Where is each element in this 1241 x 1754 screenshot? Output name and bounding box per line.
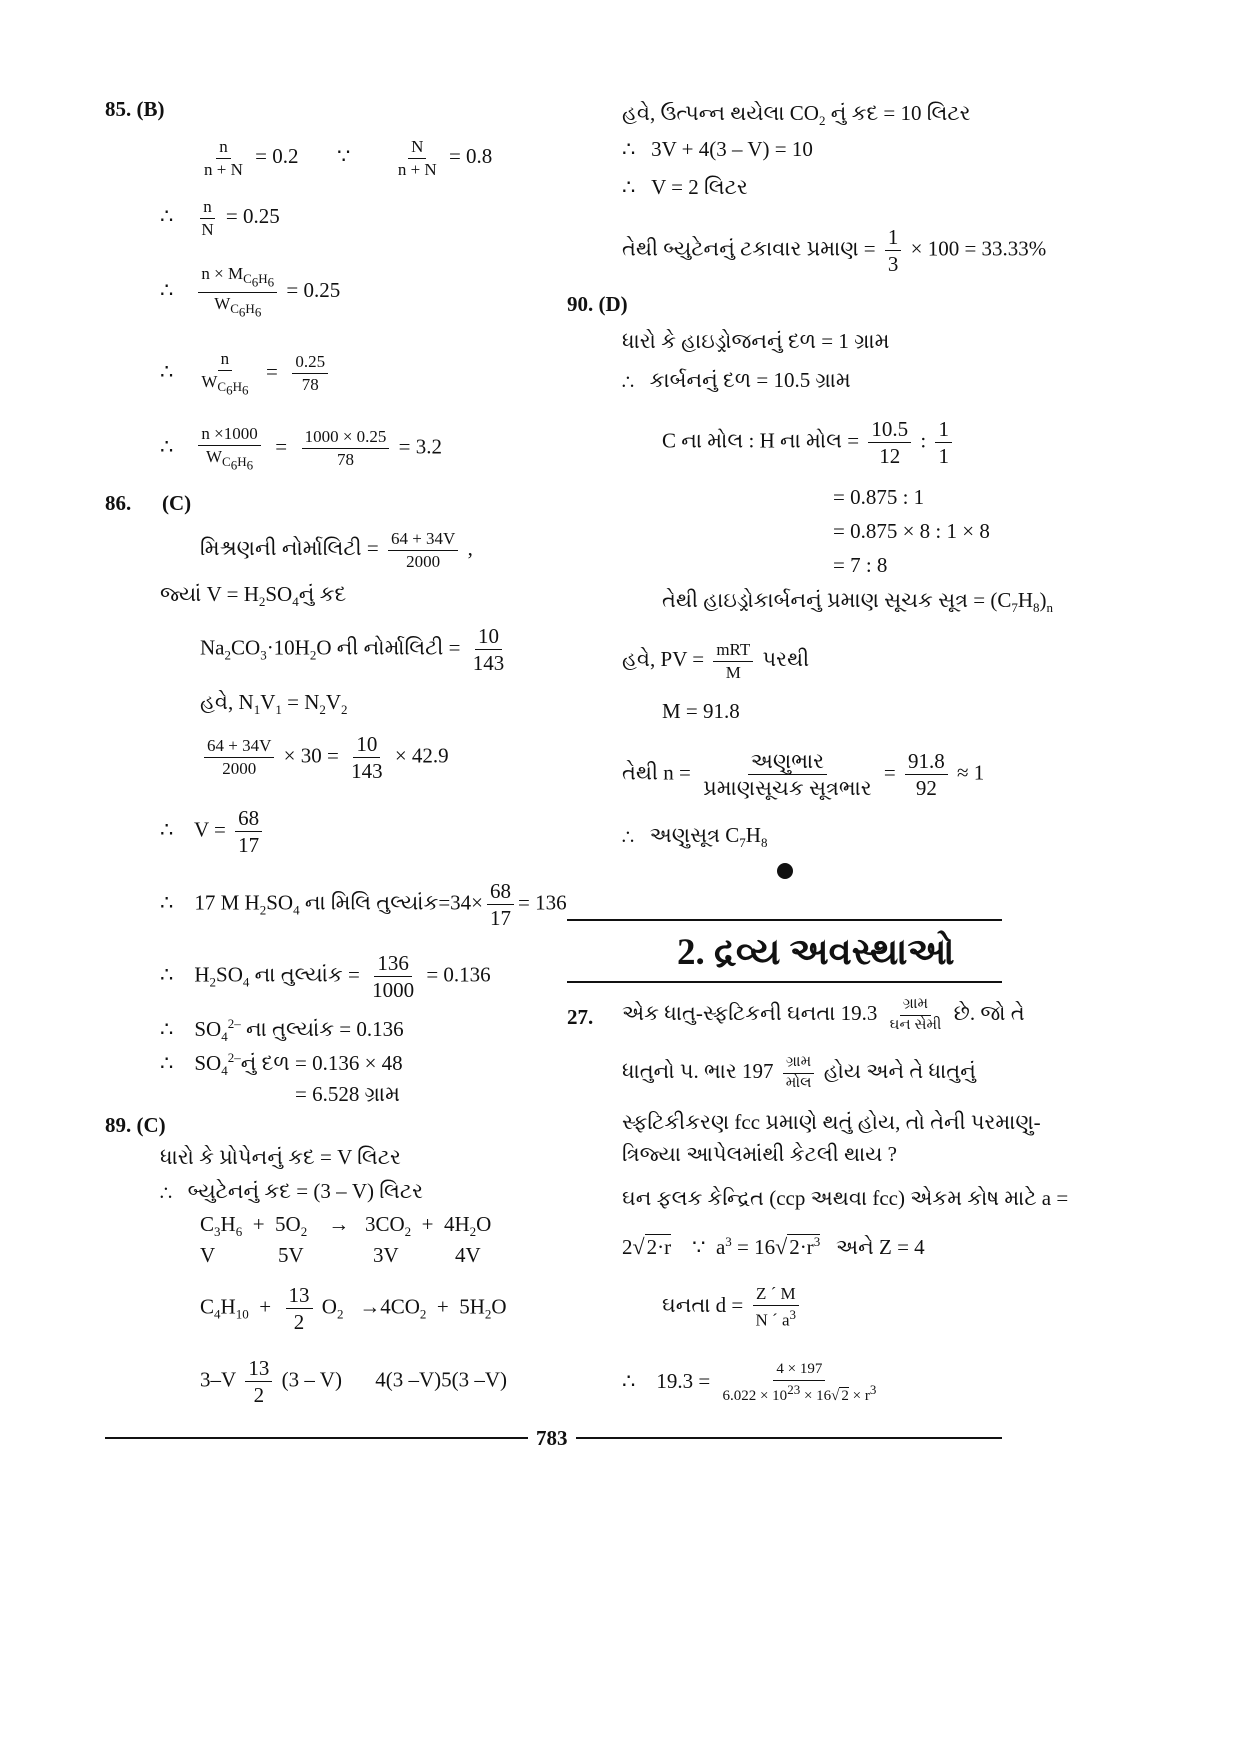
q90-line3: C ના મોલ : H ના મોલ = $\frac{10.5}{12}$ : $\frac{1}{1}$: [662, 418, 956, 467]
q86-line4: હવે, $N_1V_1 = N_2V_2$: [200, 690, 348, 718]
q90-label: 90. (D): [567, 292, 628, 316]
q27-line6: 2√2·r ∵ $a^3 = 16√2\cdot r^3$ અને Z = 4: [622, 1234, 925, 1259]
q85-line5: ∴ $\frac{n \times 1000}{W_{C_6H_6}}$ = $\frac{1000 \times 0.25}{78}$ = 3.2: [160, 424, 442, 473]
chapter-rule-top: [567, 919, 1002, 921]
q90-line7: તેથી હાઇડ્રોકાર્બનનું પ્રમાણ સૂચક સૂત્ર = $(C_7H_8)_n$: [662, 588, 1054, 616]
page-number: 783: [528, 1426, 576, 1451]
reaction-propene-vol-4: 4V: [455, 1243, 481, 1267]
q86-line3: $Na_2CO_3\cdot 10H_2O$ ની નોર્માલિટી = $\frac{10}{143}$: [200, 624, 505, 676]
q86-line7: ∴ 17 M $H_2SO_4$ ના મિલિ તુલ્યાંક=34× $\frac{68}{17}$ = 136: [160, 879, 567, 931]
reaction-butane-volumes: 3–V $\frac{13}{2}$ (3 – V) 4(3 –V)5(3 –V): [200, 1356, 508, 1408]
q86-line8: ∴ $H_2SO_4$ ના તુલ્યાંક = $\frac{136}{1000}$ = 0.136: [160, 951, 491, 1003]
q85-label: 85. (B): [105, 97, 165, 121]
q85-line1: $\frac{n}{n + N}$ = 0.2 ∵ $\frac{N}{n + N}$ = 0.8: [204, 137, 493, 179]
q27-line1: એક ધાતુ-સ્ફટિકની ઘનતા 19.3 $\frac{\text{ગ્રામ}}{\text{ઘન સેમી}}$ છે. જો તે: [622, 996, 1025, 1033]
chapter-rule-bottom: [567, 981, 1002, 983]
q27-line3: સ્ફટિકીકરણ fcc પ્રમાણે થતું હોય, તો તેની પરમાણુ-: [622, 1110, 1041, 1134]
reaction-propene: $C_3H_6 + 5O_2$ → $3CO_2 + 4H_2O$: [200, 1212, 492, 1240]
q89-line1: ધારો કે પ્રોપેનનું કદ = V લિટર: [160, 1145, 401, 1169]
q86-line11: = 6.528 ગ્રામ: [295, 1082, 400, 1106]
q86-line9: ∴ $SO_4^{2-}$ ના તુલ્યાંક = 0.136: [160, 1016, 404, 1045]
q90-line4: = 0.875 : 1: [833, 485, 925, 509]
q86-line2: જ્યાં $V = H_2SO_4નું$ કદ: [160, 582, 347, 610]
end-bullet: [777, 863, 793, 879]
q27-line4: ત્રિજ્યા આપેલમાંથી કેટલી થાય ?: [622, 1142, 897, 1166]
reaction-propene-vol-2: 5V: [278, 1243, 304, 1267]
q89-label: 89. (C): [105, 1113, 166, 1137]
q27-line5: ઘન ફલક કેન્દ્રિત (ccp અથવા fcc) એકમ કોષ માટે a =: [622, 1186, 1069, 1210]
q89-line2: ∴ બ્યુટેનનું કદ = (3 – V) લિટર: [160, 1179, 423, 1203]
q27-number: 27.: [567, 1005, 594, 1029]
q90-line6: = 7 : 8: [833, 553, 888, 577]
q27-line2: ધાતુનો પ. ભાર 197 $\frac{\text{ગ્રામ}}{\text{મોલ}}$ હોય અને તે ધાતુનું: [622, 1054, 976, 1091]
chapter-title: 2. દ્રવ્ય અવસ્થાઓ: [677, 932, 955, 973]
q90-line5: = 0.875 × 8 : 1 × 8: [833, 519, 990, 543]
q89-cont-line1: હવે, ઉત્પન્ન થયેલા $CO_2$ નું કદ = 10 લિટર: [622, 101, 971, 129]
q90-line11: ∴ અણુસૂત્ર $C_7H_8$: [622, 823, 768, 851]
q85-line2: ∴ $\frac{n}{N}$ = 0.25: [160, 197, 280, 239]
q90-line1: ધારો કે હાઇડ્રોજનનું દળ = 1 ગ્રામ: [622, 329, 890, 353]
q27-line8: ∴ 19.3 = $\frac{4 \times 197}{6.022 \times 10^{23} \times 16√ 2 \times r^3}$: [622, 1361, 877, 1404]
q90-line9: M = 91.8: [662, 699, 740, 723]
q86-number: 86.: [105, 491, 132, 515]
reaction-propene-vol-1: V: [200, 1243, 216, 1267]
q89-cont-line3: ∴ V = 2 લિટર: [622, 175, 748, 199]
q86-answer: (C): [162, 491, 192, 515]
reaction-propene-vol-3: 3V: [373, 1243, 399, 1267]
q85-line3: ∴ $\frac{n \times M_{C_6H_6}}{W_{C_6H_6}}$ = 0.25: [160, 264, 341, 320]
q86-line6: ∴ V = $\frac{68}{17}$: [160, 807, 266, 856]
q86-line10: ∴ $SO_4^{2-}નું$ દળ = 0.136 × 48: [160, 1050, 403, 1079]
because-symbol: ∵: [336, 144, 351, 169]
reaction-butane: $C_4H_{10}$ + $\frac{13}{2}$ $O_2 \to 4CO_2 + 5H_2O$: [200, 1283, 507, 1335]
q27-line7: ઘનતા d = $\frac{Z ´ M}{N ´ a^3}$: [662, 1285, 803, 1329]
q85-line4: ∴ $\frac{n}{W_{C_6H_6}}$ = $\frac{0.25}{78}$: [160, 350, 332, 397]
q86-line5: $\frac{64 + 34V}{2000}$ × 30 = $\frac{10}{143}$ × 42.9: [200, 733, 449, 782]
q90-line8: હવે, PV = $\frac{\text{mRT}}{M}$ પરથી: [622, 640, 810, 682]
q90-line10: તેથી n = $\frac{\text{અણુભાર}}{\text{પ્રમાણસૂચક સૂત્રભાર}}$ = $\frac{91.8}{92}$ ≈ 1: [622, 749, 985, 801]
q89-cont-line2: ∴ 3V + 4(3 – V) = 10: [622, 137, 813, 161]
q90-line2: ∴ કાર્બનનું દળ = 10.5 ગ્રામ: [622, 368, 851, 392]
q89-cont-line4: તેથી બ્યુટેનનું ટકાવાર પ્રમાણ = $\frac{1}{3}$ × 100 = 33.33%: [622, 225, 1047, 277]
q86-line1: મિશ્રણની નોર્માલિટી = $\frac{64 + 34V}{2000}$ ,: [200, 529, 473, 571]
